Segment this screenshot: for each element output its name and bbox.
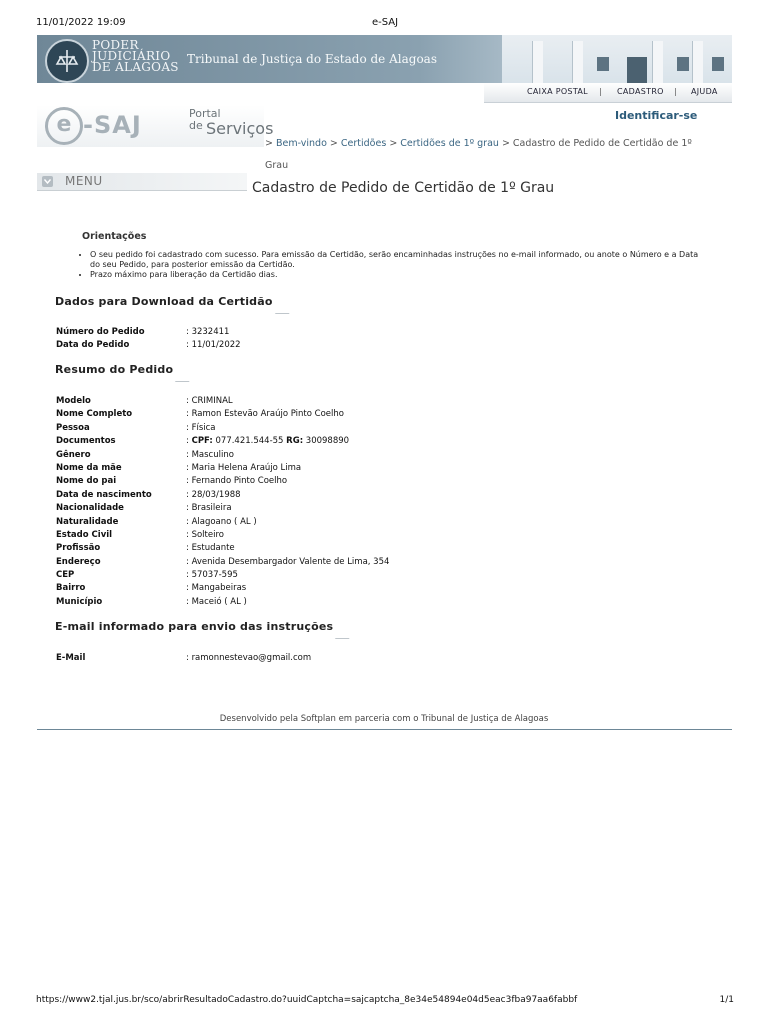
field-label: Naturalidade <box>56 516 119 527</box>
field-value: : Fernando Pinto Coelho <box>186 476 288 487</box>
court-banner <box>37 35 732 83</box>
menu-toggle[interactable] <box>37 173 247 191</box>
court-name: Tribunal de Justiça do Estado de Alagoas <box>187 52 437 66</box>
field-value: : Masculino <box>186 449 234 460</box>
footer-credit: Desenvolvido pela Softplan em parceria com o Tribunal de Justiça de Alagoas <box>219 714 549 724</box>
field-label: Município <box>56 596 103 607</box>
field-value: : Estudante <box>186 543 235 554</box>
chevron-down-icon <box>42 176 53 187</box>
resumo-section-title: Resumo do Pedido <box>55 363 173 376</box>
field-value: : Maria Helena Araújo Lima <box>186 462 302 473</box>
field-value: : Alagoano ( AL ) <box>186 516 257 527</box>
court-building-image <box>502 35 732 83</box>
field-label: Bairro <box>56 583 86 594</box>
nav-separator: | <box>599 87 602 96</box>
field-value: : 57037-595 <box>186 570 238 581</box>
field-value: : 28/03/1988 <box>186 489 241 500</box>
field-value: : Avenida Desembargador Valente de Lima, 354 <box>186 556 390 567</box>
field-value: : 11/01/2022 <box>186 340 241 351</box>
judiciario-line: JUDICIÁRIO <box>92 49 171 63</box>
nav-separator: | <box>674 87 677 96</box>
field-label: Data do Pedido <box>56 340 130 351</box>
field-label: Nacionalidade <box>56 503 124 514</box>
alagoas-line: DE ALAGOAS <box>92 60 179 74</box>
esaj-portal-logo[interactable] <box>37 105 274 147</box>
top-nav <box>484 83 732 103</box>
download-section-title: Dados para Download da Certidão <box>55 295 273 308</box>
court-emblem-icon <box>45 39 89 83</box>
esaj-e-icon: e <box>45 107 83 145</box>
print-footer <box>36 995 734 1009</box>
field-value: : Ramon Estevão Araújo Pinto Coelho <box>186 409 344 420</box>
field-label: Nome do pai <box>56 476 117 487</box>
print-header <box>36 17 734 31</box>
field-value: : Maceió ( AL ) <box>186 596 247 607</box>
orientacoes-title: Orientações <box>82 231 147 242</box>
page-title: Cadastro de Pedido de Certidão de 1º Grau <box>252 180 555 196</box>
menu-label: MENU <box>65 174 103 188</box>
field-label: E-Mail <box>56 653 86 663</box>
breadcrumb-certidoes[interactable]: Certidões <box>340 138 387 149</box>
field-label: Pessoa <box>56 422 90 433</box>
field-value: : CPF: 077.421.544-55 RG: 30098890 <box>186 436 350 447</box>
nav-cadastro[interactable]: CADASTRO <box>617 87 664 96</box>
field-label: Número do Pedido <box>56 327 145 337</box>
print-page-number: 1/1 <box>719 995 734 1005</box>
field-value: : Mangabeiras <box>186 583 247 594</box>
portal-label: Portal de <box>189 107 221 132</box>
email-section-title: E-mail informado para envio das instruções <box>55 620 333 633</box>
field-label: Gênero <box>56 449 91 460</box>
print-datetime: 11/01/2022 19:09 <box>36 17 126 28</box>
esaj-wordmark: -SAJ <box>83 111 142 139</box>
field-label: Nome da mãe <box>56 462 122 473</box>
field-value: : Física <box>186 422 216 433</box>
field-value: : 3232411 <box>186 327 230 337</box>
field-label: Profissão <box>56 543 101 554</box>
field-label: Endereço <box>56 556 101 567</box>
identificar-se-link[interactable]: Identificar-se <box>615 109 698 122</box>
breadcrumb-current: Cadastro de Pedido de Certidão de 1º Grau <box>265 138 692 171</box>
breadcrumb-bem-vindo[interactable]: Bem-vindo <box>275 138 327 149</box>
field-value: : Brasileira <box>186 503 232 514</box>
print-url: https://www2.tjal.jus.br/sco/abrirResultadoCadastro.do?uuidCaptcha=sajcaptcha_8e34e54894e04d5eac3fba97aa6fabbf <box>36 995 578 1005</box>
field-value: : ramonnestevao@gmail.com <box>186 653 312 663</box>
field-value: : Solteiro <box>186 529 224 540</box>
orientacoes-list <box>78 250 710 280</box>
field-label: CEP <box>56 570 75 581</box>
orientacao-item: • O seu pedido foi cadastrado com sucesso. Para emissão da Certidão, serão encaminhadas instruções no e-mail informado, ou anote o Número e a Data do seu Pedido, para posterior emissão da Certidão. <box>90 250 710 270</box>
print-title: e-SAJ <box>371 17 399 28</box>
breadcrumb-certidoes-1-grau[interactable]: Certidões de 1º grau <box>400 138 499 149</box>
servicos-label: Serviços <box>206 119 274 138</box>
orientacao-item: • Prazo máximo para liberação da Certidão dias. <box>90 270 710 280</box>
breadcrumb: > Bem-vindo > Certidões > Certidões de 1º grau > Cadastro de Pedido de Certidão de 1º Grau <box>265 138 692 171</box>
footer-divider <box>37 729 732 730</box>
field-label: Nome Completo <box>56 409 133 420</box>
field-label: Modelo <box>56 396 91 406</box>
nav-caixa-postal[interactable]: CAIXA POSTAL <box>527 87 588 96</box>
field-value: : CRIMINAL <box>186 396 233 406</box>
nav-ajuda[interactable]: AJUDA <box>691 87 718 96</box>
poder-judiciario-logo <box>92 40 179 73</box>
field-label: Documentos <box>56 436 116 447</box>
field-label: Estado Civil <box>56 529 113 540</box>
poder-line: PODER <box>92 38 139 52</box>
field-label: Data de nascimento <box>56 489 152 500</box>
